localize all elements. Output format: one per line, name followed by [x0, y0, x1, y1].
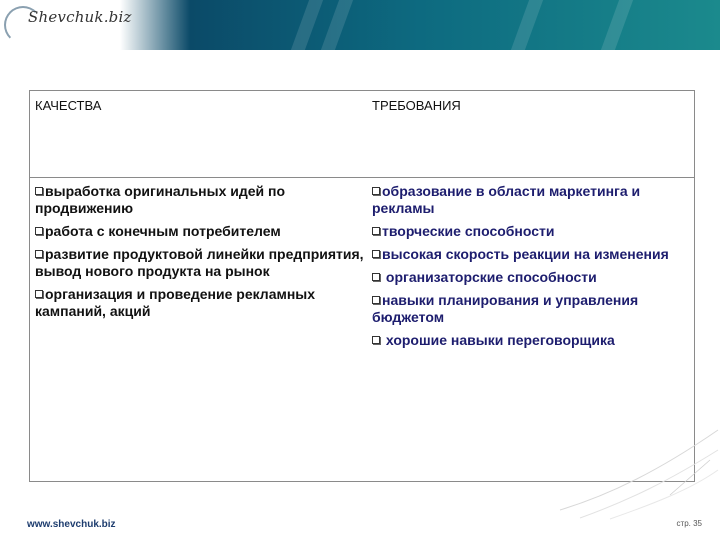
list-item: образование в области маркетинга и рекламы — [372, 183, 641, 216]
table-header-row — [30, 91, 694, 178]
footer-site: www.shevchuk.biz — [27, 519, 116, 530]
list-item: навыки планирования и управления бюджетом — [372, 292, 639, 325]
footer-page-number: стр. 35 — [676, 519, 702, 528]
header-stripe — [291, 0, 323, 50]
list-item: хорошие навыки переговорщика — [372, 332, 690, 349]
checkbox-bullet-icon — [372, 296, 380, 304]
column-header-qualities: КАЧЕСТВА — [35, 98, 102, 113]
checkbox-bullet-icon — [35, 227, 43, 235]
logo-text: Shevchuk.biz — [28, 8, 132, 26]
qualities-requirements-table — [29, 90, 695, 482]
checkbox-bullet-icon — [35, 187, 43, 195]
checkbox-bullet-icon — [372, 273, 380, 281]
checkbox-bullet-icon — [372, 227, 380, 235]
qualities-list — [35, 183, 365, 326]
checkbox-bullet-icon — [372, 250, 380, 258]
header-stripe — [601, 0, 633, 50]
header-bar — [0, 0, 720, 50]
checkbox-bullet-icon — [372, 187, 380, 195]
column-header-requirements: ТРЕБОВАНИЯ — [372, 98, 461, 113]
requirements-list — [372, 183, 690, 355]
header-stripe — [511, 0, 543, 50]
logo — [4, 2, 132, 46]
list-item: организаторские способности — [372, 269, 690, 286]
list-item: творческие способности — [372, 223, 690, 240]
list-item: высокая скорость реакции на изменения — [372, 246, 690, 263]
checkbox-bullet-icon — [35, 290, 43, 298]
list-item: организация и проведение рекламных кампаний, акций — [35, 286, 316, 319]
list-item: работа с конечным потребителем — [35, 223, 365, 240]
checkbox-bullet-icon — [35, 250, 43, 258]
header-stripe — [321, 0, 353, 50]
list-item: выработка оригинальных идей по продвижению — [35, 183, 286, 216]
list-item: развитие продуктовой линейки предприятия, вывод нового продукта на рынок — [35, 246, 364, 279]
checkbox-bullet-icon — [372, 336, 380, 344]
